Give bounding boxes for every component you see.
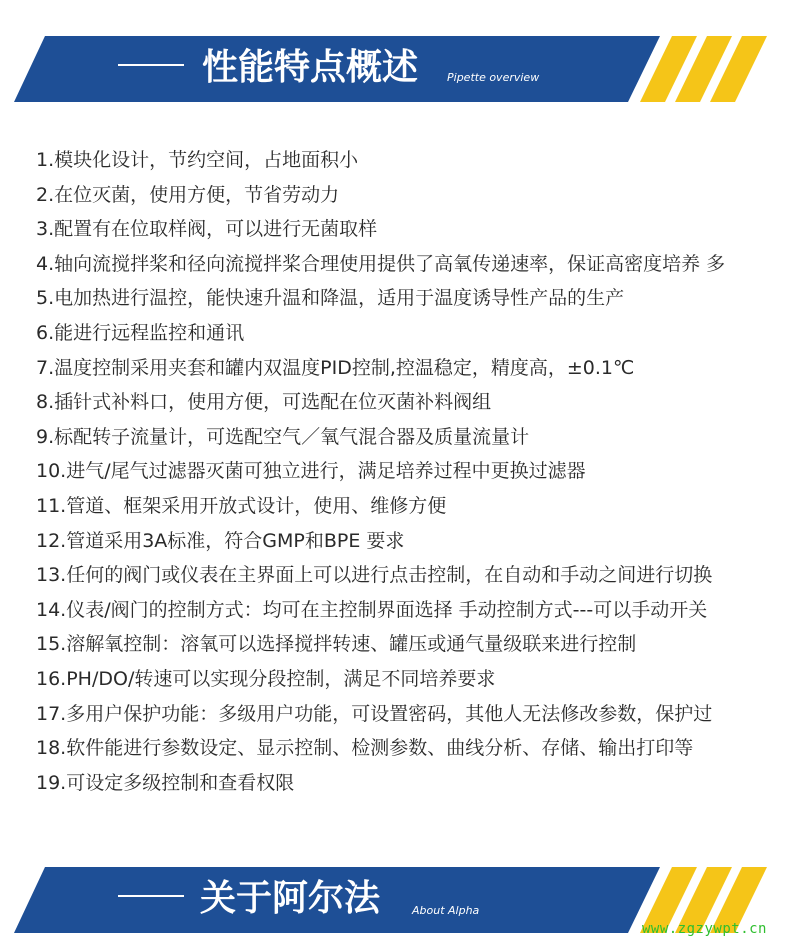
feature-item: 17.多用户保护功能：多级用户功能，可设置密码，其他人无法修改参数，保护过 [36,702,713,725]
feature-item: 4.轴向流搅拌桨和径向流搅拌桨合理使用提供了高氧传递速率，保证高密度培养 多 [36,252,726,275]
feature-item: 12.管道采用3A标准，符合GMP和BPE 要求 [36,529,405,552]
feature-item: 13.任何的阀门或仪表在主界面上可以进行点击控制，在自动和手动之间进行切换 [36,564,713,587]
feature-item: 11.管道、框架采用开放式设计，使用、维修方便 [36,494,447,517]
feature-item: 9.标配转子流量计，可选配空气／氧气混合器及质量流量计 [36,425,530,448]
section-banner-overview [0,36,787,102]
section-subtitle: About Alpha [412,904,480,917]
site-watermark: www.zgzywpt.cn [641,921,767,937]
feature-list [36,143,787,800]
section-title: 性能特点概述 [202,47,419,88]
banner-decor-line [118,64,184,66]
feature-item: 7.温度控制采用夹套和罐内双温度PID控制,控温稳定，精度高，±0.1℃ [36,356,635,379]
feature-item: 10.进气/尾气过滤器灭菌可独立进行，满足培养过程中更换过滤器 [36,460,586,483]
banner-decor-line [118,895,184,897]
feature-item: 5.电加热进行温控，能快速升温和降温，适用于温度诱导性产品的生产 [36,287,625,310]
feature-item: 2.在位灭菌，使用方便，节省劳动力 [36,183,340,206]
feature-item: 15.溶解氧控制：溶氧可以选择搅拌转速、罐压或通气量级联来进行控制 [36,633,637,656]
feature-item: 6.能进行远程监控和通讯 [36,321,245,344]
feature-item: 3.配置有在位取样阀，可以进行无菌取样 [36,218,378,241]
feature-item: 1.模块化设计，节约空间，占地面积小 [36,149,359,171]
feature-item: 16.PH/DO/转速可以实现分段控制，满足不同培养要求 [36,667,496,690]
section-subtitle: Pipette overview [447,71,540,84]
feature-item: 19.可设定多级控制和查看权限 [36,771,295,794]
feature-item: 18.软件能进行参数设定、显示控制、检测参数、曲线分析、存储、输出打印等 [36,737,694,760]
section-title: 关于阿尔法 [200,878,381,919]
feature-item: 14.仪表/阀门的控制方式：均可在主控制界面选择 手动控制方式---可以手动开关 [36,598,708,621]
feature-item: 8.插针式补料口，使用方便，可选配在位灭菌补料阀组 [36,391,492,414]
